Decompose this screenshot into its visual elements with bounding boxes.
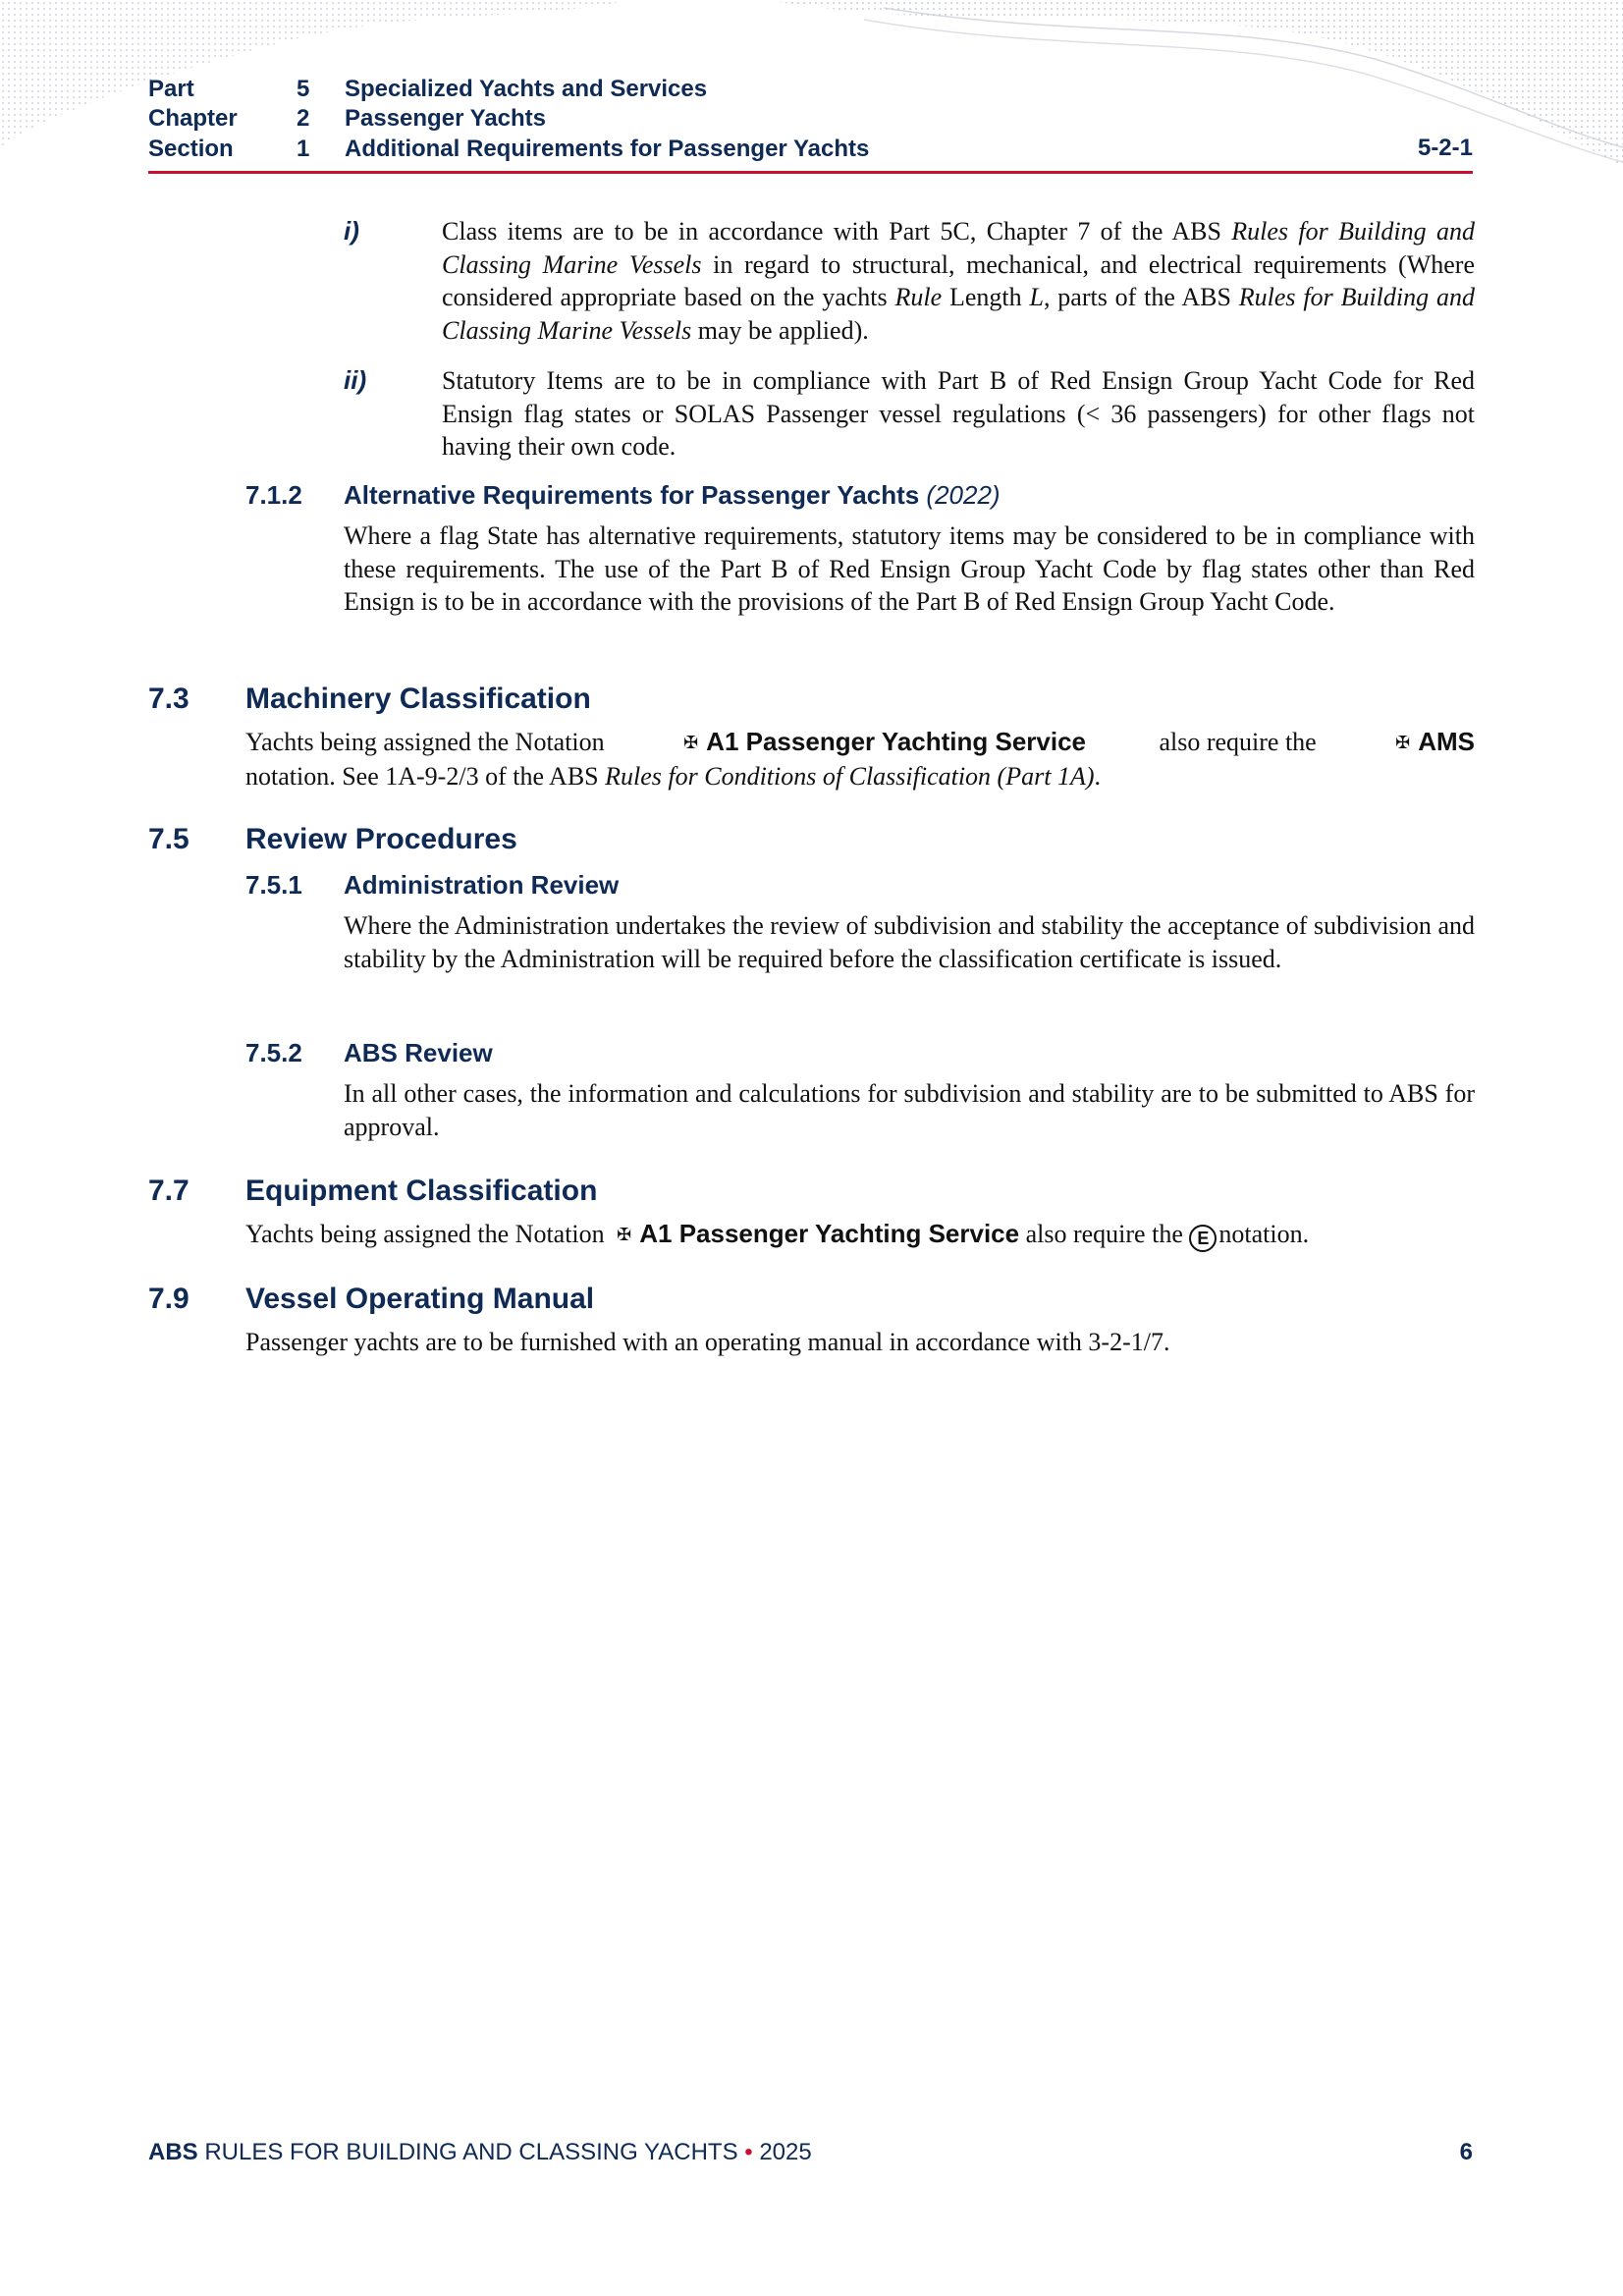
- footer-separator-dot: •: [744, 2139, 753, 2165]
- header-chapter-number: 2: [297, 105, 310, 132]
- section-7-5-2-number: 7.5.2: [245, 1038, 302, 1067]
- footer-book-title: RULES FOR BUILDING AND CLASSING YACHTS: [204, 2139, 738, 2165]
- section-7-3-number: 7.3: [148, 683, 189, 715]
- section-7-1-2-year: (2022): [926, 480, 1001, 510]
- item-i-text-3: in regard to structural, mechanical, and electrical requirements (Where considered appropriate based on the yachts: [442, 249, 1475, 311]
- item-i-text-8: Rules for Building and Classing Marine Vessels: [442, 283, 1475, 345]
- header-part-title: Specialized Yachts and Services: [345, 76, 708, 102]
- section-7-7-text-2: also require the: [1025, 1220, 1183, 1248]
- item-ii-label: ii): [344, 365, 367, 395]
- section-7-7-title: Equipment Classification: [245, 1175, 598, 1207]
- header-part-label: Part: [148, 76, 194, 102]
- item-i-text-2: Rules for Building and Classing Marine Vessels: [442, 217, 1475, 279]
- item-i-text-4: Rule: [894, 283, 943, 311]
- section-7-7-number: 7.7: [148, 1175, 189, 1207]
- item-ii-text: Statutory Items are to be in compliance with Part B of Red Ensign Group Yacht Code for Red Ensign flag states or SOLAS Passenger vessel regulations (< 36 passengers) for other flags not having their own code.: [442, 366, 1475, 461]
- maltese-cross-icon: ✠: [683, 733, 699, 753]
- notation-ams: AMS: [1418, 727, 1475, 756]
- header-reference: 5-2-1: [1417, 135, 1473, 161]
- item-i-text-5: Length: [942, 283, 1030, 311]
- section-7-9-title: Vessel Operating Manual: [245, 1283, 595, 1315]
- section-7-1-2-text: Where a flag State has alternative requirements, statutory items may be considered to be in compliance with these requirements. The use of the Part B of Red Ensign Group Yacht Code by flag states other than Red Ensign is to be in accordance with the provisions of the Part B of Red Ensign Group Yacht Code.: [344, 521, 1475, 616]
- section-7-3-text-3: notation. See 1A-9-2/3 of the ABS: [245, 761, 606, 791]
- section-7-3-text: [245, 726, 1475, 793]
- maltese-cross-icon: ✠: [1395, 733, 1411, 753]
- footer-year: 2025: [759, 2139, 812, 2165]
- section-7-7-text-3: notation.: [1218, 1220, 1310, 1248]
- header-chapter-label: Chapter: [148, 105, 238, 132]
- header-section-label: Section: [148, 136, 234, 162]
- header-section-title: Additional Requirements for Passenger Yachts: [345, 136, 870, 162]
- section-7-5-number: 7.5: [148, 823, 189, 855]
- section-7-5-1-text: Where the Administration undertakes the review of subdivision and stability the acceptance of subdivision and stability by the Administration will be required before the classification certificate is issued.: [344, 911, 1475, 973]
- item-i-text-6: L: [1029, 283, 1044, 311]
- item-i-text: [442, 215, 1475, 347]
- header-part-number: 5: [297, 76, 310, 102]
- footer-page-number: 6: [1459, 2139, 1473, 2165]
- header-rule: [148, 171, 1473, 174]
- section-7-5-1-title: Administration Review: [344, 870, 620, 900]
- item-i-text-1: Class items are to be in accordance with Part 5C, Chapter 7 of the ABS: [442, 217, 1232, 246]
- section-7-5-2-text: In all other cases, the information and calculations for subdivision and stability are to be submitted to ABS for approval.: [344, 1079, 1475, 1141]
- section-7-3-text-4: Rules for Conditions of Classification (Part 1A): [605, 761, 1095, 791]
- section-7-3-title: Machinery Classification: [245, 683, 591, 715]
- section-7-9-number: 7.9: [148, 1283, 189, 1315]
- section-7-5-1-number: 7.5.1: [245, 870, 302, 900]
- section-7-1-2-title-text: Alternative Requirements for Passenger Yachts: [344, 480, 927, 510]
- section-7-7-text: [245, 1218, 1475, 1252]
- section-7-3-text-5: .: [1094, 761, 1101, 791]
- section-7-7-text-1: Yachts being assigned the Notation: [245, 1220, 605, 1248]
- header-section-number: 1: [297, 136, 310, 162]
- section-7-5-2-title: ABS Review: [344, 1038, 493, 1067]
- notation-a1-passenger-yachting-service: A1 Passenger Yachting Service: [639, 1219, 1020, 1248]
- header-chapter-title: Passenger Yachts: [345, 105, 547, 132]
- section-7-3-text-2: also require the: [1159, 728, 1317, 756]
- maltese-cross-icon: ✠: [617, 1225, 632, 1245]
- section-7-5-title: Review Procedures: [245, 823, 517, 855]
- header-wave-decoration: [0, 0, 1623, 196]
- equipment-e-circle-icon: E: [1189, 1225, 1217, 1252]
- footer-brand: ABS: [148, 2139, 198, 2165]
- footer-title: [148, 2139, 812, 2166]
- item-i-label: i): [344, 216, 359, 246]
- section-7-1-2-number: 7.1.2: [245, 480, 302, 510]
- section-7-3-line-2: [245, 760, 1475, 793]
- section-7-1-2-title: [344, 480, 1001, 511]
- section-7-3-line-1: [245, 726, 1475, 760]
- item-i-text-9: may be applied).: [691, 315, 869, 345]
- notation-a1-passenger-yachting-service: A1 Passenger Yachting Service: [706, 727, 1087, 756]
- item-i-text-7: , parts of the ABS: [1043, 283, 1239, 311]
- section-7-9-text: Passenger yachts are to be furnished with an operating manual in accordance with 3-2-1/7.: [245, 1328, 1170, 1356]
- section-7-3-notation-1-group: [677, 726, 1086, 760]
- section-7-3-text-1: Yachts being assigned the Notation: [245, 728, 605, 756]
- section-7-3-notation-2-group: [1389, 726, 1475, 760]
